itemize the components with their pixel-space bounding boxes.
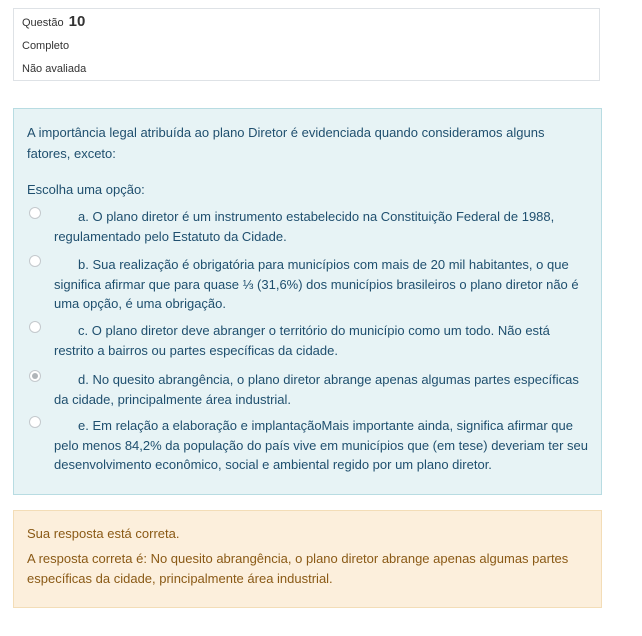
option-d-letter: d. <box>78 372 89 387</box>
option-c[interactable] <box>27 321 592 360</box>
option-d-label[interactable] <box>27 370 592 409</box>
option-c-label[interactable] <box>27 321 592 360</box>
answer-prompt: Escolha uma opção: <box>27 182 145 197</box>
option-c-letter: c. <box>78 323 89 338</box>
option-b[interactable] <box>27 255 592 314</box>
radio-b[interactable] <box>29 255 41 267</box>
option-e[interactable] <box>27 416 592 475</box>
question-formulation <box>13 108 602 495</box>
option-e-letter: e. <box>78 418 89 433</box>
question-number: 10 <box>68 13 86 30</box>
option-d[interactable] <box>27 370 592 409</box>
option-b-text: Sua realização é obrigatória para municípios com mais de 20 mil habitantes, o que significa afirmar que para quase ⅓ (31,6%) dos municípios brasileiros o plano diretor não é uma opção, é uma obrigação. <box>54 257 579 311</box>
option-d-text: No quesito abrangência, o plano diretor abrange apenas algumas partes específicas da cidade, principalmente área industrial. <box>54 372 579 407</box>
question-info-panel <box>13 8 600 81</box>
correct-answer-text: A resposta correta é: No quesito abrangência, o plano diretor abrange apenas algumas partes específicas da cidade, principalmente área industrial. <box>27 551 569 586</box>
question-text: A importância legal atribuída ao plano Diretor é evidenciada quando consideramos alguns fatores, exceto: <box>27 125 545 161</box>
option-a-letter: a. <box>78 209 89 224</box>
feedback-panel <box>13 510 602 608</box>
option-b-letter: b. <box>78 257 89 272</box>
question-grade: Não avaliada <box>22 63 87 75</box>
option-a-text: O plano diretor é um instrumento estabelecido na Constituição Federal de 1988, regulamentado pelo Estatuto da Cidade. <box>54 209 555 244</box>
option-a-label[interactable] <box>27 207 592 246</box>
radio-a[interactable] <box>29 207 41 219</box>
question-number-line <box>22 13 599 32</box>
option-a[interactable] <box>27 207 592 246</box>
feedback-status: Sua resposta está correta. <box>27 526 180 541</box>
question-state: Completo <box>22 40 70 52</box>
option-e-label[interactable] <box>27 416 592 475</box>
option-c-text: O plano diretor deve abranger o território do município como um todo. Não está restrito a bairros ou partes específicas da cidade. <box>54 323 550 358</box>
option-e-text: Em relação a elaboração e implantaçãoMais importante ainda, significa afirmar que pelo menos 84,2% da população do país vive em municípios que (em tese) deveriam ter seu desenvolvimento econômico, social e ambiental regido por um plano diretor. <box>54 418 589 472</box>
radio-e[interactable] <box>29 416 41 428</box>
radio-d-selected[interactable] <box>29 370 41 382</box>
radio-c[interactable] <box>29 321 41 333</box>
question-label: Questão <box>22 17 64 29</box>
option-b-label[interactable] <box>27 255 592 314</box>
